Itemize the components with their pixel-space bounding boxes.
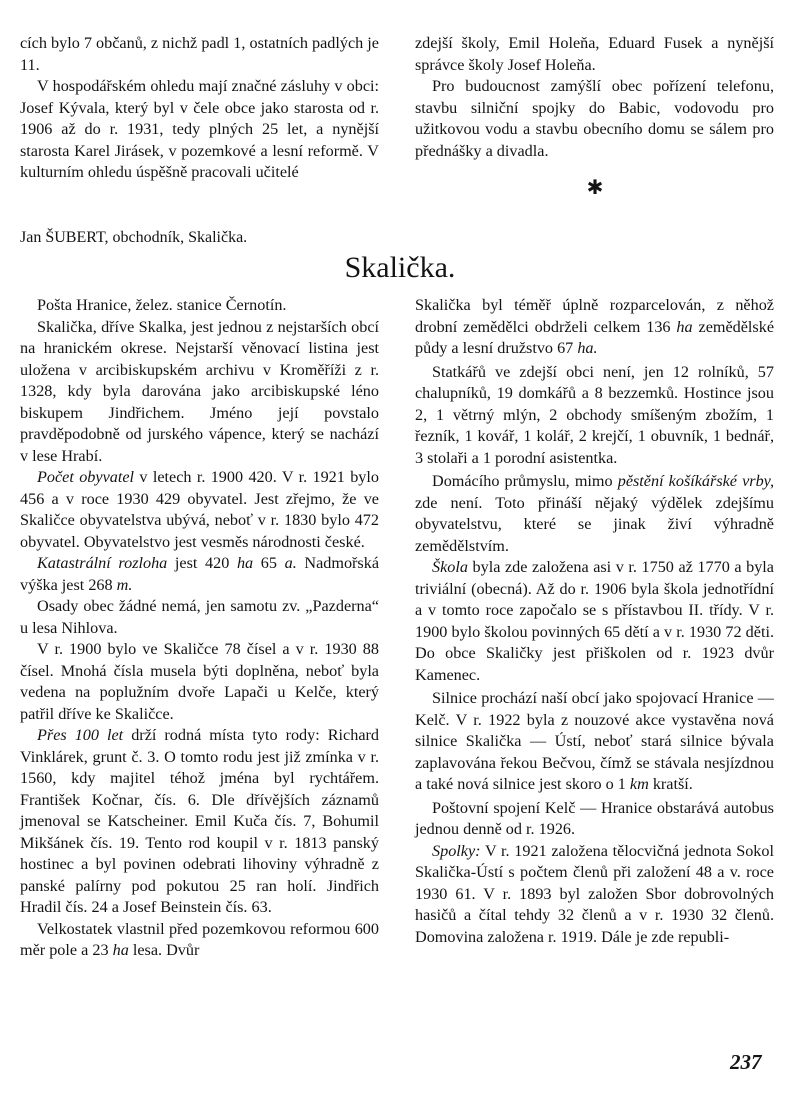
paragraph: cích bylo 7 občanů, z nichž padl 1, ostatních padlých je 11. [20,34,379,74]
paragraph: Silnice prochází naší obcí jako spojovací Hranice — Kelč. V r. 1922 byla z nouzové akce vystavěna nová silnice Skalička — Ústí, neboť stará silnice bývala zaplavována řekou Bečvou, čímž se stávala nesjízdnou a také nová silnice jest skoro o 1 km kratší. [415,689,774,793]
paragraph: Přes 100 let drží rodná místa tyto rody: Richard Vinklárek, grunt č. 3. O tomto rodu jest již zmínka v r. 1560, kdy majitel téhož jména byl rychtářem. František Kočnar, čís. 6. Dle dřívějších záznamů jmenoval se Katscheiner. Emil Kuča čís. 7, Bohumil Mikšánek čís. 19. Tento rod koupil v r. 1813 panský hostinec a byl povinen odebrati lihoviny výhradně z panské palírny pod pokutou 25 ran holí. Jindřich Hradil čís. 24 a Josef Beinstein čís. 63. [20,726,380,916]
italic-term: Škola [432,558,468,576]
paragraph: Domácího průmyslu, mimo pěstění košíkářské vrby, zde není. Toto přináší nějaký výdělek zdejšímu obyvatelstvu, které se jinak živí výhradně zemědělstvím. [415,472,775,555]
paragraph: Spolky: V r. 1921 založena tělocvičná jednota Sokol Skalička-Ústí s počtem členů při založení 48 a v. roce 1930 61. V r. 1893 byl založen Sbor dobrovolných hasičů a čítal tehdy 32 členů a v r. 1930 32 členů. Domovina založena r. 1919. Dále je zde republi- [415,841,774,946]
paragraph: V hospodářském ohledu mají značné zásluhy v obci: Josef Kývala, který byl v čele obce jako starosta od r. 1906 až do r. 1931, tedy plných 25 let, a nynější starosta Karel Jirásek, v pozemkové a lesní reformě. V kulturním ohledu úspěšně pracovali učitelé [20,77,379,181]
paragraph: Velkostatek vlastnil před pozemkovou reformou 600 měr pole a 23 ha lesa. Dvůr [20,919,379,959]
unit: km [629,775,649,793]
paragraph: Škola byla zde založena asi v r. 1750 až 1770 a byla triviální (obecná). Až do r. 1906 byla škola jednotřídní a v tomto roce započalo se s přístavbou II. třídy. V r. 1900 bylo školou povinných 65 dětí a v r. 1930 72 děti. Do obce Skaličky jest přiškolen od r. 1923 dvůr Kamenec. [415,558,774,684]
paragraph: Katastrální rozloha jest 420 ha 65 a. Nadmořská výška jest 268 m. [20,554,380,594]
previous-article-left-column [20,33,379,184]
article-right-column [415,295,774,948]
unit: ha [236,554,254,572]
italic-term: pěstění košíkářské vrby, [617,472,775,490]
paragraph: Skalička, dříve Skalka, jest jednou z nejstarších obcí na hranickém okrese. Nejstarší věnovací listina jest uložena v arcibiskupském archivu v Kroměříži z r. 1328, kdy byla darována jako arcibiskupské léno biskupem Jindřichem. Jméno její povstalo pravděpodobně od jurského vápence, který se nachází v lese Hrabí. [20,317,379,465]
italic-term: Katastrální rozloha [37,554,168,572]
page-number: 237 [730,1050,762,1074]
previous-article-right-column [415,33,774,162]
paragraph: Poštovní spojení Kelč — Hranice obstarává autobus jednou denně od r. 1926. [415,798,774,838]
italic-term: Spolky: [432,841,481,860]
paragraph: Osady obec žádné nemá, jen samotu zv. „Pazderna“ u lesa Nihlova. [20,597,379,637]
italic-term: Přes 100 let [37,726,124,744]
paragraph: Skalička byl téměř úplně rozparcelován, z něhož drobní zemědělci obdrželi celkem 136 ha zemědělské půdy a lesní družstvo 67 ha. [415,296,775,357]
article-title: Skalička. [344,251,456,284]
paragraph: Statkářů ve zdejší obci není, jen 12 rolníků, 57 chalupníků, 19 domkářů a 8 bezzemků. Hostince jsou 2, 1 větrný mlýn, 2 obchody smíšeným zbožím, 1 řezník, 1 kovář, 1 kolář, 2 krejčí, 1 obuvník, 1 bednář, 3 stolaři a 1 porodní asistentka. [415,362,774,467]
article-left-column [20,295,379,962]
paragraph: Pro budoucnost zamýšlí obec pořízení telefonu, stavbu silniční spojky do Babic, vodovodu pro užitkovou vodu a stavbu obecního domu se sálem pro přednášky a divadla. [415,77,774,160]
unit: ha [112,941,129,959]
italic-term: Počet obyvatel [37,468,135,486]
unit: m. [116,575,133,594]
paragraph: zdejší školy, Emil Holeňa, Eduard Fusek a nynější správce školy Josef Holeňa. [415,34,774,74]
unit: ha. [577,339,598,357]
paragraph: V r. 1900 bylo ve Skaličce 78 čísel a v r. 1930 88 čísel. Mnohá čísla musela býti doplněna, neboť byla vedena na poplužním dvoře Lapači u Kelče, který patřil dříve ke Skaličce. [20,640,379,723]
paragraph: Pošta Hranice, želez. stanice Černotín. [37,296,287,314]
section-separator-asterisk: ✱ [586,177,604,199]
author-line: Jan ŠUBERT, obchodník, Skalička. [20,229,248,246]
unit: ha [676,317,693,336]
unit: a. [284,554,297,572]
paragraph: Počet obyvatel v letech r. 1900 420. V r. 1921 bylo 456 a v roce 1930 429 obyvatel. Jest zřejmo, že ve Skaličce obyvatelstva ubývá, neboť v r. 1830 bylo 472 obyvatel. Obyvatelstvo jest vesměs národnosti české. [20,468,379,551]
